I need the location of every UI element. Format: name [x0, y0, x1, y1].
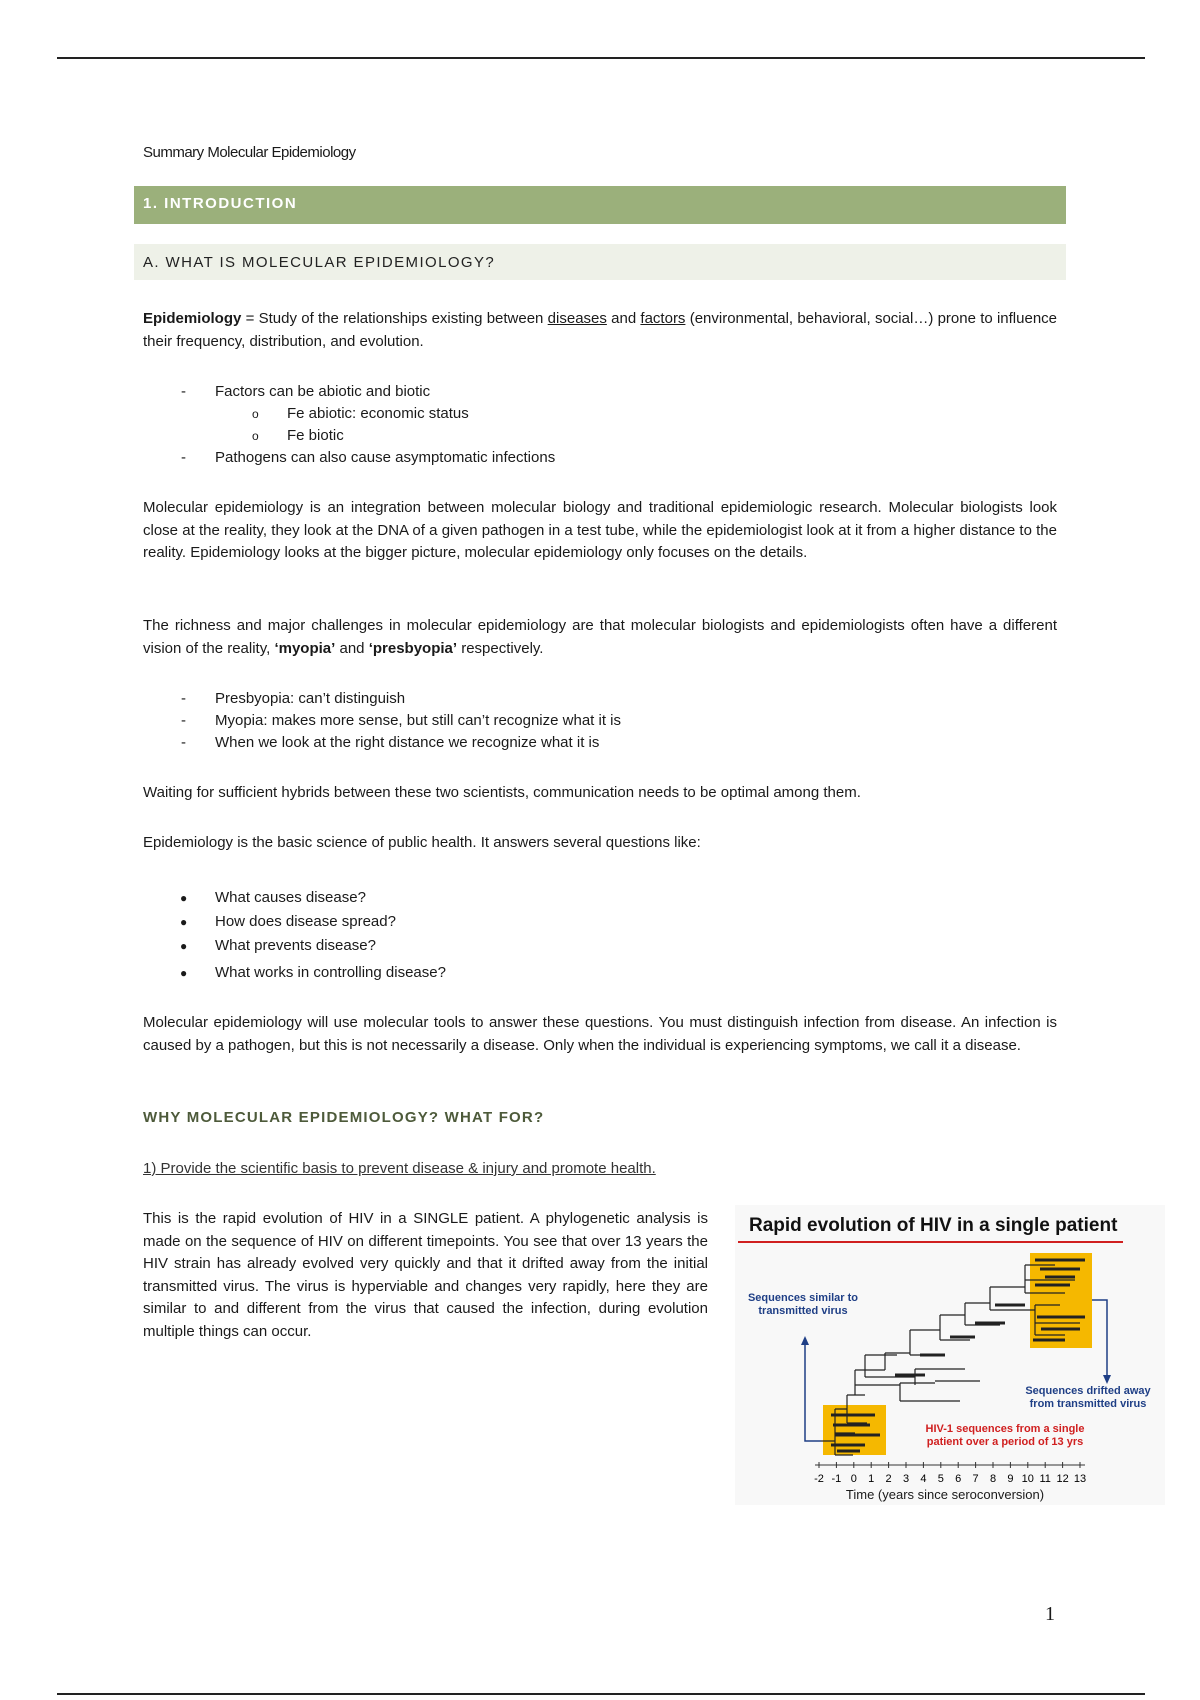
point-1-heading: 1) Provide the scientific basis to prevent disease & injury and promote health.: [143, 1160, 656, 1177]
list-item: Presbyopia: can’t distinguish: [215, 690, 406, 707]
axis-tick-label: 0: [850, 1473, 857, 1485]
axis-tick-label: 7: [972, 1473, 979, 1485]
list-item: Factors can be abiotic and biotic: [215, 383, 431, 400]
axis-tick-label: 4: [920, 1473, 927, 1485]
dash-marker: -: [181, 383, 186, 400]
document-title: Summary Molecular Epidemiology: [143, 144, 356, 161]
arrow-up-icon: [801, 1336, 809, 1345]
axis-tick-label: 5: [937, 1473, 944, 1485]
phylogenetic-tree: [735, 1205, 1165, 1505]
tools-paragraph: Molecular epidemiology will use molecular tools to answer these questions. You must distinguish infection from disease. An infection is caused by a pathogen, but this is not necessarily a disease. Only when the individual is experiencing symptoms, we call it a disease.: [143, 1014, 1057, 1054]
hiv-sequences-annotation: HIV-1 sequences from a single patient over a period of 13 yrs: [925, 1423, 1085, 1448]
axis-tick-label: 6: [955, 1473, 962, 1485]
definition-term: Epidemiology: [143, 310, 242, 327]
list-item: What prevents disease?: [215, 937, 376, 954]
section-heading: 1. INTRODUCTION: [143, 195, 298, 212]
list-item: What works in controlling disease?: [215, 964, 446, 981]
top-rule: [57, 57, 1145, 59]
axis-tick-label: 8: [989, 1473, 997, 1485]
similar-annotation: Sequences similar to transmitted virus: [747, 1292, 859, 1317]
axis-tick-label: 2: [885, 1473, 892, 1485]
hiv-evolution-figure: [735, 1205, 1165, 1505]
integration-paragraph: Molecular epidemiology is an integration between molecular biology and traditional epidemiologic research. Molecular biologists look close at the reality, they look at the DNA of a given pathogen in a test tube, while the epidemiologist look at it from a higher distance to the reality. Epidemiology looks at the bigger picture, molecular epidemiology only focuses on the details.: [143, 499, 1057, 561]
richness-paragraph: The richness and major challenges in molecular epidemiology are that molecular biologists and epidemiologists often have a different vision of the reality, ‘myopia’ and ‘presbyopia’ respectively.: [143, 617, 1057, 657]
page-number: 1: [1045, 1603, 1055, 1625]
axis-label: Time (years since seroconversion): [845, 1487, 1045, 1502]
axis-tick-label: 12: [1056, 1473, 1069, 1485]
basic-science-paragraph: Epidemiology is the basic science of public health. It answers several questions like:: [143, 834, 701, 851]
bullet-marker: ●: [180, 915, 188, 929]
dash-marker: -: [181, 734, 186, 751]
list-item: Fe abiotic: economic status: [287, 405, 469, 422]
section-heading-band: [134, 186, 1066, 224]
circle-marker: o: [252, 429, 259, 443]
drifted-annotation: Sequences drifted away from transmitted virus: [1025, 1385, 1151, 1410]
circle-marker: o: [252, 407, 259, 421]
list-item: Fe biotic: [287, 427, 344, 444]
arrow-down-icon: [1103, 1375, 1111, 1384]
axis-tick-label: -2: [814, 1473, 824, 1485]
bottom-rule: [57, 1693, 1145, 1695]
list-item: Myopia: makes more sense, but still can’t recognize what it is: [215, 712, 622, 729]
axis-tick-label: 13: [1073, 1473, 1087, 1485]
hiv-paragraph: This is the rapid evolution of HIV in a SINGLE patient. A phylogenetic analysis is made on the sequence of HIV on different timepoints. You see that over 13 years the HIV strain has already evolved very quickly and that it drifted away from the initial transmitted virus. The virus is hyperviable and changes very rapidly, here they are similar to and different from the virus that caused the infection, during evolution multiple things can occur.: [143, 1210, 708, 1340]
list-item: Pathogens can also cause asymptomatic infections: [215, 449, 556, 466]
bullet-marker: ●: [180, 939, 188, 953]
bullet-marker: ●: [180, 891, 188, 905]
subsection-heading-band: [134, 244, 1066, 280]
axis-tick-label: 9: [1007, 1473, 1014, 1485]
axis-tick-label: -1: [831, 1473, 842, 1485]
axis-tick-label: 11: [1039, 1473, 1051, 1485]
early-highlight-box: [823, 1405, 886, 1455]
late-highlight-box: [1030, 1253, 1092, 1348]
figure-title: Rapid evolution of HIV in a single patient: [749, 1215, 1118, 1236]
list-item: What causes disease?: [215, 889, 366, 906]
list-item: When we look at the right distance we recognize what it is: [215, 734, 600, 751]
axis-tick-label: 1: [868, 1473, 875, 1485]
dash-marker: -: [181, 712, 186, 729]
factors-underlined: factors: [640, 310, 686, 327]
axis-tick-label: 10: [1021, 1473, 1034, 1485]
diseases-underlined: diseases: [547, 310, 607, 327]
definition-paragraph: Epidemiology = Study of the relationships existing between diseases and factors (environmental, behavioral, social…) prone to influence their frequency, distribution, and evolution.: [143, 310, 1058, 350]
list-item: How does disease spread?: [215, 913, 396, 930]
why-heading: WHY MOLECULAR EPIDEMIOLOGY? WHAT FOR?: [143, 1109, 545, 1126]
waiting-paragraph: Waiting for sufficient hybrids between these two scientists, communication needs to be optimal among them.: [143, 784, 861, 801]
dash-marker: -: [181, 690, 186, 707]
dash-marker: -: [181, 449, 186, 466]
bullet-marker: ●: [180, 966, 188, 980]
axis-tick-label: 3: [902, 1473, 910, 1485]
subsection-heading: A. WHAT IS MOLECULAR EPIDEMIOLOGY?: [143, 254, 496, 271]
